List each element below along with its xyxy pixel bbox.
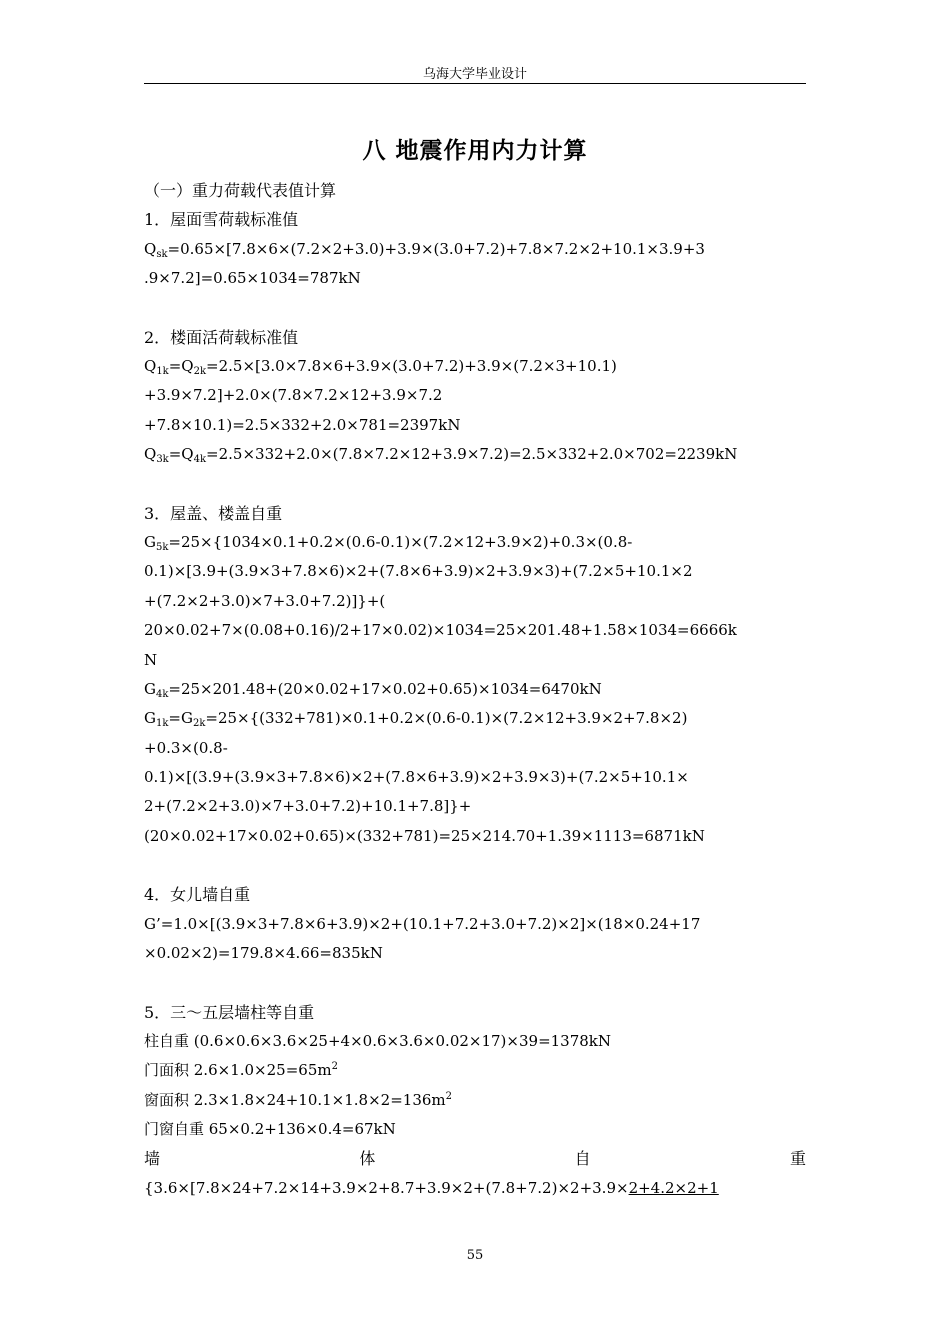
page-number: 55 [466, 1248, 484, 1263]
blank-line [144, 968, 806, 997]
formula-line: $G_{5k}=25\times\{1034\times 0.1+0.2\times(0.6-0.1)\times(7.2\times 12+3.9\times 2)+0.3\times(0.8-$ [144, 533, 633, 554]
formula-line: $G_{1k}=G_{2k}=25\times\{(332+781)\times 0.1+0.2\times(0.6-0.1)\times(7.2\times 12+3.9\times 2+7.8\times 2)$ [144, 709, 688, 730]
formula-line: 门面积 $2.6\times 1.0\times 25=65m^2$ [144, 1061, 338, 1080]
formula-line: 门窗自重 65×0.2+136×0.4=67kN [144, 1120, 396, 1138]
formula-line: $Q_{3k}=Q_{4k}=2.5\times 332+2.0\times(7.8\times 7.2\times 12+3.9\times 7.2)=2.5\times 332+2.0\times 702=2239kN$ [144, 445, 738, 466]
formula-line: N [144, 650, 158, 669]
justified-label-line [144, 1144, 806, 1173]
item-heading-floor-weight: 3．屋盖、楼盖自重 [144, 503, 283, 523]
formula-line: $Q_{sk}=0.65\times[7.8\times 6\times(7.2\times 2+3.0)+3.9\times(3.0+7.2)+7.8\times 7.2\times 2+10.1\times 3.9+3$ [144, 239, 705, 260]
char: 重 [789, 1149, 806, 1169]
item-heading-live-load: 2．楼面活荷载标准值 [144, 327, 299, 347]
formula-line: 柱自重 (0.6×0.6×3.6×25+4×0.6×3.6×0.02×17)×39=1378kN [144, 1031, 612, 1050]
header-rule [144, 83, 806, 84]
formula-line: 0.1)×[3.9+(3.9×3+7.8×6)×2+(7.8×6+3.9)×2+3.9×3)+(7.2×5+10.1×2 [144, 562, 693, 581]
char: 自 [574, 1149, 591, 1169]
formula-line: +3.9×7.2]+2.0×(7.8×7.2×12+3.9×7.2 [144, 386, 443, 405]
formula-line: {3.6×[7.8×24+7.2×14+3.9×2+8.7+3.9×2+(7.8+7.2)×2+3.9×2+4.2×2+1 [144, 1178, 719, 1197]
formula-line: +(7.2×2+3.0)×7+3.0+7.2)]}+( [144, 591, 386, 610]
char: 体 [359, 1149, 376, 1169]
formula-line: (20×0.02+17×0.02+0.65)×(332+781)=25×214.70+1.39×1113=6871kN [144, 826, 705, 845]
blank-line [144, 851, 806, 880]
formula-line: G’=1.0×[(3.9×3+7.8×6+3.9)×2+(10.1+7.2+3.0+7.2)×2]×(18×0.24+17 [144, 914, 701, 933]
formula-line: 2+(7.2×2+3.0)×7+3.0+7.2)+10.1+7.8]}+ [144, 797, 472, 816]
formula-line: $Q_{1k}=Q_{2k}=2.5\times[3.0\times 7.8\times 6+3.9\times(3.0+7.2)+3.9\times(7.2\times 3+10.1)$ [144, 357, 617, 378]
item-heading-parapet: 4．女儿墙自重 [144, 885, 251, 905]
section-title: 八 地震作用内力计算 [362, 138, 588, 164]
page-header: 乌海大学毕业设计 [422, 67, 527, 82]
char: 墙 [144, 1149, 161, 1169]
formula-line: 0.1)×[(3.9+(3.9×3+7.8×6)×2+(7.8×6+3.9)×2+3.9×3)+(7.2×5+10.1× [144, 767, 689, 786]
item-heading-walls-columns: 5．三～五层墙柱等自重 [144, 1002, 315, 1022]
formula-line: $G_{4k}=25\times 201.48+(20\times 0.02+17\times 0.02+0.65)\times 1034=6470kN$ [144, 679, 602, 700]
document-body [144, 176, 806, 1203]
blank-line [144, 293, 806, 322]
formula-line: +0.3×(0.8- [144, 738, 228, 757]
formula-line: 20×0.02+7×(0.08+0.16)/2+17×0.02)×1034=25×201.48+1.58×1034=6666k [144, 621, 737, 640]
formula-line: ×0.02×2)=179.8×4.66=835kN [144, 943, 383, 962]
item-heading-snow-load: 1．屋面雪荷载标准值 [144, 210, 299, 230]
subsection-heading: （一）重力荷载代表值计算 [144, 181, 337, 200]
blank-line [144, 469, 806, 498]
formula-line: .9×7.2]=0.65×1034=787kN [144, 269, 361, 288]
formula-line: 窗面积 $2.3\times 1.8\times 24+10.1\times 1.8\times 2=136m^2$ [144, 1090, 453, 1109]
formula-line: +7.8×10.1)=2.5×332+2.0×781=2397kN [144, 415, 461, 434]
